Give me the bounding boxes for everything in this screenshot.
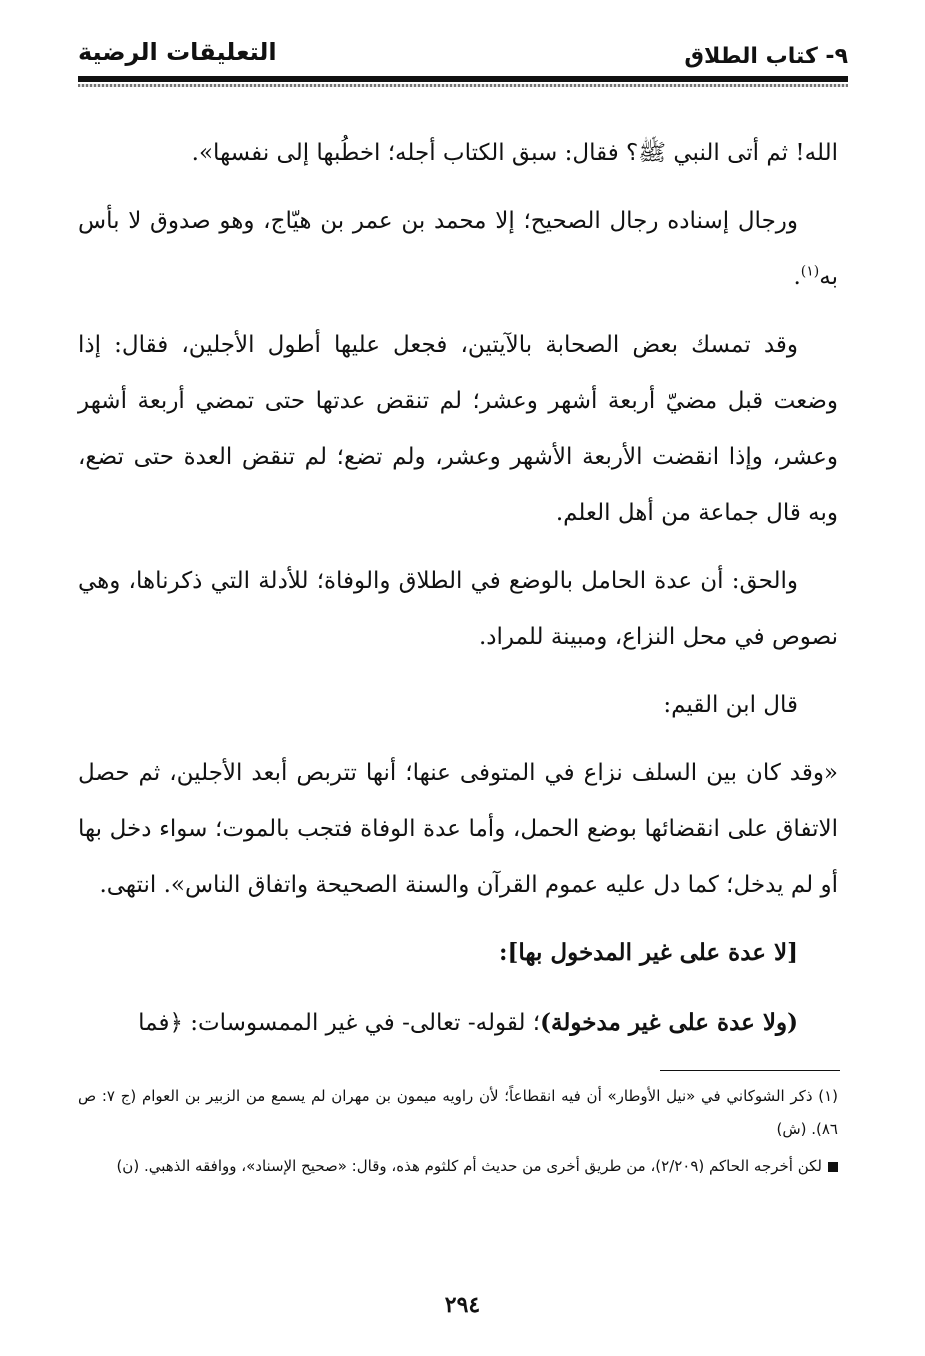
square-bullet-icon (828, 1162, 838, 1172)
header-rule (78, 76, 848, 82)
paragraph-2-end: . (793, 264, 801, 290)
page-number: ٢٩٤ (444, 1292, 481, 1318)
page-header (78, 38, 848, 78)
section-heading: [لا عدة على غير المدخول بها]: (498, 939, 798, 966)
paragraph-5: قال ابن القيم: (663, 692, 798, 718)
paragraph-1: الله! ثم أتى النبي ﷺ؟ فقال: سبق الكتاب أجله؛ اخطُبها إلى نفسها». (191, 140, 838, 166)
footnote-2-text: لكن أخرجه الحاكم (٢/٢٠٩)، من طريق أخرى من حديث أم كلثوم هذه، وقال: «صحيح الإسناد»، ووافقه الذهبي. (ن) (116, 1157, 822, 1175)
chapter-title: ٩- كتاب الطلاق (684, 44, 848, 69)
footnote-separator (660, 1070, 840, 1071)
footnote-2 (78, 1150, 838, 1183)
book-title: التعليقات الرضية (78, 38, 277, 66)
paragraph-7-bold: (ولا عدة على غير مدخولة) (540, 1009, 798, 1036)
footnote-ref-1[interactable]: (١) (800, 263, 820, 280)
paragraph-2 (78, 193, 838, 305)
paragraph-2-text: ورجال إسناده رجال الصحيح؛ إلا محمد بن عمر بن هيّاج، وهو صدوق لا بأس به (78, 208, 838, 290)
footnote-1: (١) ذكر الشوكاني في «نيل الأوطار» أن فيه انقطاعاً؛ لأن راويه ميمون بن مهران لم يسمع من الزبير بن العوام (ج ٧: ص ٨٦). (ش) (78, 1087, 838, 1138)
main-text (78, 125, 838, 1063)
paragraph-7-rest: ؛ لقوله- تعالى- في غير الممسوسات: ﴿فما (138, 1010, 541, 1036)
paragraph-4: والحق: أن عدة الحامل بالوضع في الطلاق والوفاة؛ للأدلة التي ذكرناها، وهي نصوص في محل النزاع، ومبينة للمراد. (78, 568, 838, 650)
footnotes (78, 1080, 838, 1187)
paragraph-7 (78, 995, 838, 1051)
paragraph-3: وقد تمسك بعض الصحابة بالآيتين، فجعل عليها أطول الأجلين، فقال: إذا وضعت قبل مضيّ أربعة أشهر وعشر؛ لم تنقض عدتها حتى تمضي أربعة أشهر وعشر، وإذا انقضت الأربعة الأشهر وعشر، ولم تضع؛ لم تنقض العدة حتى تضع، وبه قال جماعة من أهل العلم. (78, 332, 838, 526)
header-rule-dotted (78, 84, 848, 87)
paragraph-6: «وقد كان بين السلف نزاع في المتوفى عنها؛ أنها تتربص أبعد الأجلين، ثم حصل الاتفاق على انقضائها بوضع الحمل، وأما عدة الوفاة فتجب بالموت؛ سواء دخل بها أو لم يدخل؛ كما دل عليه عموم القرآن والسنة الصحيحة واتفاق الناس». انتهى. (78, 760, 838, 898)
